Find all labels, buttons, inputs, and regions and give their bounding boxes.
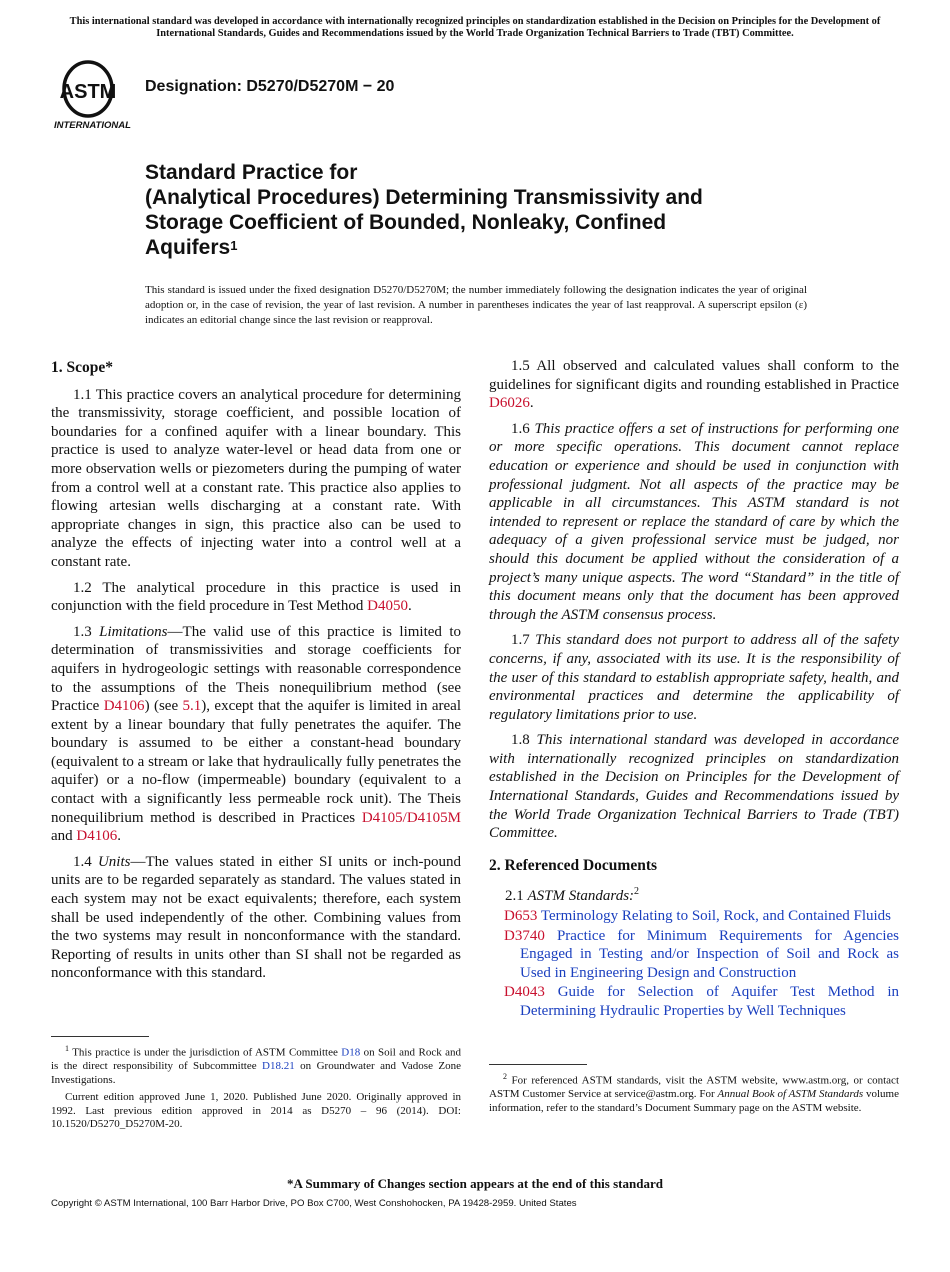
link-section-5-1[interactable]: 5.1: [182, 698, 202, 715]
link-d4106-second[interactable]: D4106: [76, 828, 118, 845]
para-1-1: 1.1 This practice covers an analytical procedure for determining the transmissivity, storage coefficient, and possible location of boundaries for a confined aquifer with a linear boundary. This practice is used to analyze water-level or head data from one or more observation wells or piezometers during the pumping of water from a control well at a constant rate. This practice also applies to flowing artesian wells discharging at a constant rate. With appropriate changes in sign, this practice also can be used to analyze the effects of injecting water into a control well at a constant rate.: [51, 386, 461, 570]
link-d3740[interactable]: D3740: [504, 927, 545, 944]
link-d4105[interactable]: D4105/D4105M: [361, 809, 461, 826]
link-d653[interactable]: D653: [504, 908, 538, 925]
logo-label: INTERNATIONAL: [54, 120, 131, 131]
logo-letters: ASTM: [59, 81, 117, 103]
designation: Designation: D5270/D5270M − 20: [145, 78, 395, 95]
para-1-6: 1.6 This practice offers a set of instructions for performing one or more specific operations. This document cannot replace education or experience and should be used in conjunction with professional judgment. Not all aspects of the practice may be applicable in all circumstances. This ASTM standard is not intended to represent or replace the standard of care by which the adequacy of a given professional service must be judged, nor should this document be applied without the consideration of a project’s many unique aspects. The word “Standard” in the title of this document means only that the document has been approved through the ASTM consensus process.: [489, 420, 900, 623]
astm-logo: [52, 58, 136, 132]
ref-item-d3740: [489, 927, 899, 983]
astm-standards-subheading: 2.1 ASTM Standards:$^2$: [505, 886, 640, 905]
referenced-documents-heading: 2. Referenced Documents: [489, 856, 658, 874]
footnote-rule: [489, 1064, 587, 1065]
link-d4106[interactable]: D4106: [103, 698, 145, 715]
para-1-8: 1.8 This international standard was developed in accordance with internationally recognized principles on standardization established in the Decision on Principles for the Development of International Standards, Guides and Recommendations issued by the World Trade Organization Technical Barriers to Trade (TBT) Committee.: [489, 732, 900, 842]
left-column: [51, 357, 461, 990]
link-d18-21[interactable]: D18.21: [262, 1060, 295, 1073]
footnote-rule: [51, 1036, 149, 1037]
edition-note: Current edition approved June 1, 2020. Published June 2020. Originally approved in 1992. Last previous edition approved in 2014 as D5270 – 96 (2014). DOI: 10.1520/D5270_D5270M-20.: [51, 1091, 461, 1131]
title-footnote-mark: 1: [230, 238, 238, 253]
limitations-label: Limitations: [99, 623, 168, 640]
ref-title-d653[interactable]: Terminology Relating to Soil, Rock, and Contained Fluids: [537, 908, 892, 925]
para-1-5: 1.5 All observed and calculated values shall conform to the guidelines for significant digits and rounding established in Practice D6026.: [489, 358, 899, 412]
title-line-3: Storage Coefficient of Bounded, Nonleaky, Confined: [145, 211, 667, 234]
tbt-notice: This international standard was developed in accordance with internationally recognized principles on standardization established in the Decision on Principles for the Development of International Standards, Guides and Recommendations issued by the World Trade Organization Technical Barriers to Trade (TBT) Committee.: [69, 16, 881, 39]
ref-title-d3740[interactable]: Practice for Minimum Requirements for Agencies Engaged in Testing and/or Inspection of Soil and Rock as Used in Engineering Design and Construction: [520, 927, 899, 981]
link-d4043[interactable]: D4043: [504, 984, 545, 1001]
title-line-4: Aquifers: [145, 236, 231, 259]
ref-item-d4043: [489, 983, 899, 1020]
para-1-2: 1.2 The analytical procedure in this practice is used in conjunction with the field procedure in Test Method D4050.: [51, 579, 461, 615]
copyright: Copyright © ASTM International, 100 Barr Harbor Drive, PO Box C700, West Conshohocken, PA 19428-2959. United States: [51, 1198, 577, 1209]
document-title: [145, 160, 845, 260]
link-d4050[interactable]: D4050: [367, 598, 408, 615]
link-d18[interactable]: D18: [341, 1046, 361, 1059]
designation-note: This standard is issued under the fixed designation D5270/D5270M; the number immediately following the designation indicates the year of original adoption or, in the case of revision, the year of last revision. A number in parentheses indicates the year of last reapproval. A superscript epsilon (ε) indicates an editorial change since the last revision or reapproval.: [145, 284, 807, 326]
units-label: Units: [97, 853, 131, 870]
ref-title-d4043[interactable]: Guide for Selection of Aquifer Test Method in Determining Hydraulic Properties by Well Techniques: [520, 984, 899, 1019]
summary-of-changes-note: *A Summary of Changes section appears at the end of this standard: [287, 1176, 663, 1191]
link-d6026[interactable]: D6026: [489, 395, 530, 412]
footnote-1: $^1$ This practice is under the jurisdiction of ASTM Committee D18 on Soil and Rock and is the direct responsibility of Subcommittee D18.21 on Groundwater and Vadose Zone Investigations. Current edition approved June 1, 2020. Published June 2020. Originally approved in 1992. Last previous edition approved in 2014 as D5270 – 96 (2014). DOI: 10.1520/D5270_D5270M-20.: [51, 1036, 461, 1136]
para-1-3: 1.3 Limitations—The valid use of this practice is limited to determination of transmissivities and storage coefficients for aquifers in hydrogeologic settings with reasonable correspondence to the assumptions of the Theis nonequilibrium method (see Practice D4106) (see 5.1), except that the aquifer is limited in areal extent by a linear boundary that fully penetrates the aquifer. The boundary is assumed to be either a constant-head boundary (equivalent to a stream or lake that hydraulically fully penetrates the aquifer) or a no-flow (impermeable) boundary (equivalent to a contact with a significantly less permeable rock unit). The Theis nonequilibrium method is described in Practices D4105/D4105M and D4106.: [51, 623, 461, 845]
footnote-2: $^2$ For referenced ASTM standards, visit the ASTM website, www.astm.org, or contact ASTM Customer Service at service@astm.org. For Annual Book of ASTM Standards volume information, refer to the standard’s Document Summary page on the ASTM website.: [489, 1064, 899, 1119]
title-line-1: Standard Practice for: [145, 161, 358, 184]
ref-item-d653: [489, 907, 899, 926]
para-1-4: 1.4 Units—The values stated in either SI units or inch-pound units are to be regarded separately as standard. The values stated in each system may not be exact equivalents; therefore, each system shall be used independently of the other. Combining values from the two systems may result in nonconformance with the standard. Reporting of results in units other than SI shall not be regarded as nonconformance with this standard.: [51, 853, 461, 982]
para-1-7: 1.7 This standard does not purport to address all of the safety concerns, if any, associated with its use. It is the responsibility of the user of this standard to establish appropriate safety, health, and environmental practices and determine the applicability of regulatory limitations prior to use.: [489, 632, 900, 723]
right-column: [489, 357, 899, 1022]
title-line-2: (Analytical Procedures) Determining Transmissivity and: [145, 186, 703, 209]
scope-heading: 1. Scope*: [51, 359, 113, 376]
